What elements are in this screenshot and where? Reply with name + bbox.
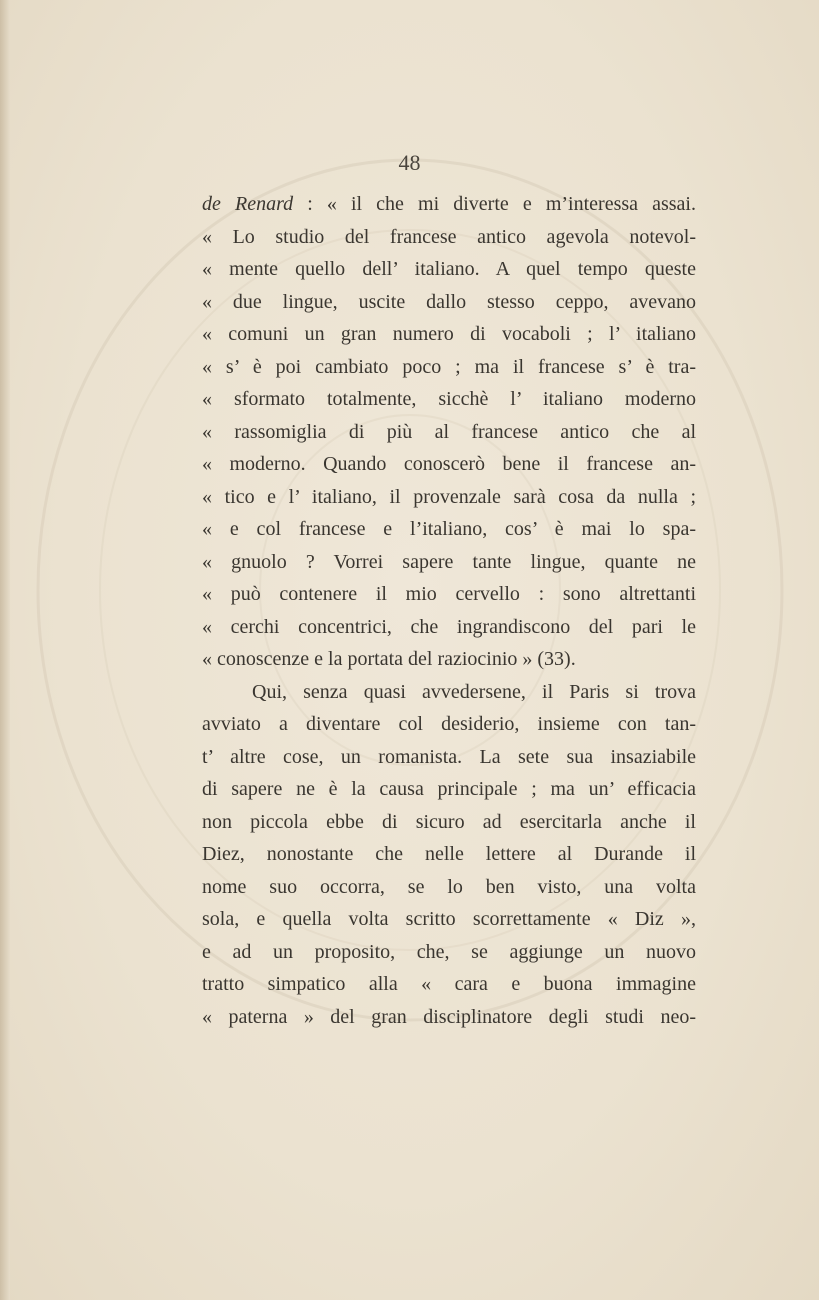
- text-line: t’ altre cose, un romanista. La sete sua insaziabile: [202, 745, 696, 768]
- text-line: « s’ è poi cambiato poco ; ma il francese s’ è tra-: [202, 355, 696, 378]
- page-number: 48: [398, 150, 421, 175]
- text-line: Diez, nonostante che nelle lettere al Durande il: [202, 843, 696, 865]
- text-line: « comuni un gran numero di vocaboli ; l’ italiano: [202, 323, 696, 345]
- text-line: tratto simpatico alla « cara e buona immagine: [202, 973, 696, 995]
- page-gutter-shadow: [0, 0, 10, 1300]
- text-line: « sformato totalmente, sicchè l’ italiano moderno: [202, 388, 696, 410]
- text-line: « tico e l’ italiano, il provenzale sarà cosa da nulla ;: [202, 485, 696, 508]
- paragraph-first-line: Qui, senza quasi avvedersene, il Paris si trova: [252, 680, 696, 703]
- text-line: « può contenere il mio cervello : sono altrettanti: [202, 583, 696, 605]
- body-text: [202, 188, 696, 1033]
- text-line: « conoscenze e la portata del raziocinio » (33).: [202, 648, 576, 670]
- work-title: de Renard: [202, 193, 294, 215]
- text-line: « Lo studio del francese antico agevola notevol-: [202, 225, 696, 248]
- text-line: « rassomiglia di più al francese antico che al: [202, 420, 696, 443]
- text-line: [202, 188, 696, 221]
- text-line: « e col francese e l’italiano, cos’ è mai lo spa-: [202, 518, 696, 540]
- text-line: « cerchi concentrici, che ingrandiscono del pari le: [202, 615, 696, 638]
- text-line: « mente quello dell’ italiano. A quel tempo queste: [202, 258, 696, 280]
- text-line: nome suo occorra, se lo ben visto, una volta: [202, 875, 696, 898]
- text-line: « gnuolo ? Vorrei sapere tante lingue, quante ne: [202, 550, 696, 573]
- text-line: « paterna » del gran disciplinatore degli studi neo-: [202, 1005, 696, 1028]
- text-line: e ad un proposito, che, se aggiunge un nuovo: [202, 940, 696, 963]
- text-line: « due lingue, uscite dallo stesso ceppo, avevano: [202, 290, 696, 313]
- text-line: sola, e quella volta scritto scorrettamente « Diz »,: [202, 908, 696, 930]
- text-line: « moderno. Quando conoscerò bene il francese an-: [202, 453, 696, 475]
- text-line: non piccola ebbe di sicuro ad esercitarla anche il: [202, 810, 696, 833]
- text-line: avviato a diventare col desiderio, insieme con tan-: [202, 713, 696, 735]
- text-line: di sapere ne è la causa principale ; ma un’ efficacia: [202, 778, 696, 800]
- text-line-continuation: : « il che mi diverte e m’interessa assai.: [293, 193, 696, 215]
